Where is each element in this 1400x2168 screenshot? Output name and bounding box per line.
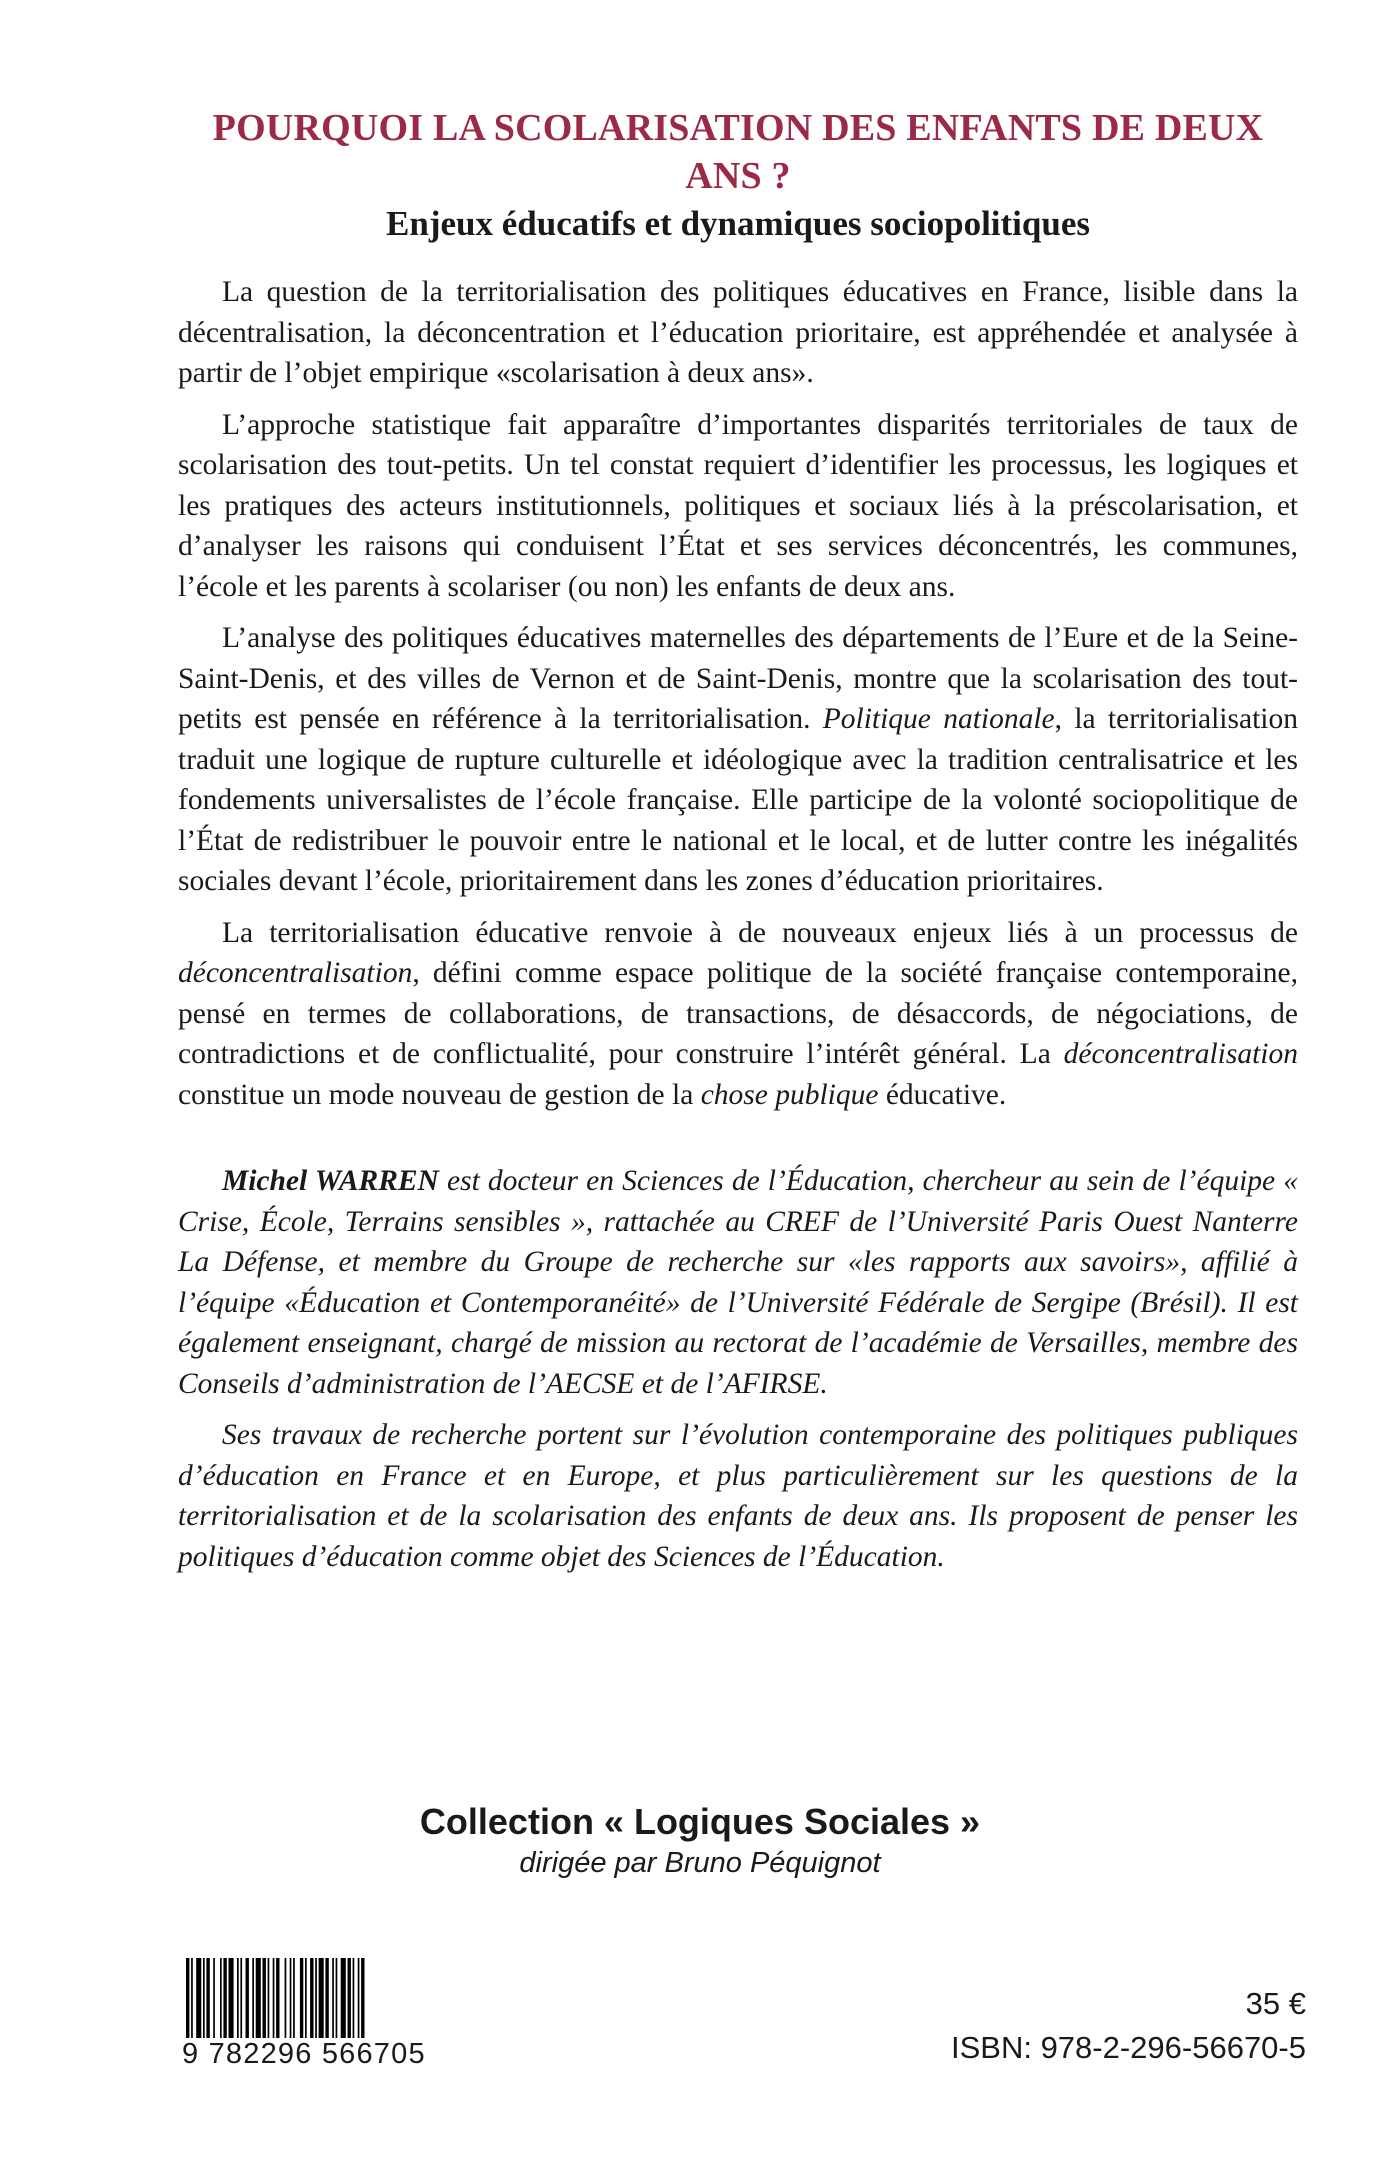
summary-paragraph-1: La question de la territorialisation des politiques éducatives en France, lisible dans la décentralisation, la déconcentration et l’éducation prioritaire, est appréhendée et analysée à partir de l’objet empirique «scolarisation à deux ans». xyxy=(178,276,1298,389)
summary-text xyxy=(178,272,1298,1115)
summary-emphasis: Politique nationale xyxy=(822,703,1055,735)
barcode-bar xyxy=(310,1958,313,2038)
collection-director: dirigée par Bruno Péquignot xyxy=(519,1847,881,1879)
barcode-bar xyxy=(240,1958,242,2038)
barcode-number: 9 782296 566705 xyxy=(182,2038,426,2070)
summary-emphasis: déconcentralisation xyxy=(1063,1038,1298,1070)
barcode-bar xyxy=(206,1958,209,2038)
summary-text-span: L’analyse des politiques éducatives maternelles des départements de l’Eure et de la Seine-Saint-Denis, et des villes de Vernon et de Saint-Denis, montre que la scolarisation des tout-petits est pensée en référence à la territorialisation. xyxy=(178,622,1298,735)
barcode-bar xyxy=(300,1958,303,2038)
barcode-bar xyxy=(273,1958,275,2038)
barcode-bar xyxy=(358,1958,360,2038)
collection-title: Collection « Logiques Sociales » xyxy=(419,1801,981,1842)
barcode-bar xyxy=(332,1958,334,2038)
book-title: POURQUOI LA SCOLARISATION DES ENFANTS DE DEUX ANS ? xyxy=(212,107,1264,197)
author-bio-text: est docteur en Sciences de l’Éducation, chercheur au sein de l’équipe « Crise, École, Terrains sensibles », rattachée au CREF de l’Université Paris Ouest Nanterre La Défense, et membre du Groupe de recherche sur «les rapports aux savoirs», affilié à l’équipe «Éducation et Contemporanéité» de l’Université Fédérale de Sergipe (Brésil). Il est également enseignant, chargé de mission au rectorat de l’académie de Versailles, membre des Conseils d’administration de l’AECSE et de l’AFIRSE. xyxy=(178,1165,1299,1400)
barcode-bar xyxy=(263,1958,266,2038)
barcode-bar xyxy=(361,1958,364,2038)
barcode-bar xyxy=(315,1958,317,2038)
back-cover xyxy=(178,104,1298,1588)
barcode-bar xyxy=(237,1958,239,2038)
author-paragraph-2: Ses travaux de recherche portent sur l’évolution contemporaine des politiques publiques d’éducation en France et en Europe, et plus particulièrement sur les questions de la territorialisation et de la scolarisation des enfants de deux ans. Ils proposent de penser les politiques d’éducation comme objet des Sciences de l’Éducation. xyxy=(178,1419,1298,1573)
book-subtitle: Enjeux éducatifs et dynamiques sociopolitiques xyxy=(386,204,1090,243)
barcode-bar xyxy=(305,1958,307,2038)
summary-text-span: La territorialisation éducative renvoie à de nouveaux enjeux liés à un processus de xyxy=(222,916,1298,949)
summary-text-span: , défini comme espace politique de la société française contemporaine, pensé en termes de collaborations, de transactions, de désaccords, de négociations, de contradictions et de conflictualité, pour construire l’intérêt général. La xyxy=(178,957,1298,1070)
isbn: ISBN: 978-2-296-56670-5 xyxy=(950,2030,1306,2065)
barcode-bar xyxy=(252,1958,254,2038)
barcode-bar xyxy=(285,1958,287,2038)
summary-paragraph-4 xyxy=(178,913,1298,1116)
summary-text-span: constitue un mode nouveau de gestion de la xyxy=(178,1078,701,1111)
barcode-bar xyxy=(341,1958,346,2038)
author-bio xyxy=(178,1161,1298,1577)
barcode-bar xyxy=(336,1958,338,2038)
barcode-bar xyxy=(348,1958,351,2038)
barcode-bar xyxy=(203,1958,205,2038)
barcode-bar xyxy=(293,1958,295,2038)
barcode-bar xyxy=(223,1958,226,2038)
summary-text-span: , la territorialisation traduit une logique de rupture culturelle et idéologique avec la tradition centralisatrice et les fondements universalistes de l’école française. Elle participe de la volonté sociopolitique de l’État de redistribuer le pouvoir entre le national et le local, et de lutter contre les inégalités sociales devant l’école, prioritairement dans les zones d’éducation prioritaires. xyxy=(178,703,1298,897)
summary-text-span: éducative. xyxy=(878,1078,1007,1111)
barcode-bar xyxy=(220,1958,222,2038)
collection-info xyxy=(0,1800,1400,1882)
summary-paragraph-3 xyxy=(178,618,1298,902)
barcode-bar xyxy=(229,1958,234,2038)
price: 35 € xyxy=(1245,1986,1306,2021)
barcode-bar xyxy=(353,1958,355,2038)
summary-emphasis: déconcentralisation xyxy=(178,957,413,989)
summary-emphasis: chose publique xyxy=(700,1078,879,1111)
barcode-bar xyxy=(191,1958,193,2038)
barcode-bar xyxy=(276,1958,279,2038)
barcode-bar xyxy=(268,1958,270,2038)
author-name: Michel WARREN xyxy=(222,1165,439,1197)
barcode-bar xyxy=(246,1958,249,2038)
barcode-bars xyxy=(182,1958,428,2038)
barcode-bar xyxy=(290,1958,292,2038)
barcode-bar xyxy=(213,1958,215,2038)
barcode-bar xyxy=(256,1958,261,2038)
barcode-bar xyxy=(186,1958,189,2038)
summary-paragraph-2: L’approche statistique fait apparaître d’importantes disparités territoriales de taux de scolarisation des tout-petits. Un tel constat requiert d’identifier les processus, les logiques et les pratiques des acteurs institutionnels, politiques et sociaux liés à la préscolarisation, et d’analyser les raisons qui conduisent l’État et ses services déconcentrés, les communes, l’école et les parents à scolariser (ou non) les enfants de deux ans. xyxy=(178,408,1298,603)
barcode-bar xyxy=(196,1958,201,2038)
barcode-bar xyxy=(319,1958,324,2038)
barcode-bar xyxy=(325,1958,328,2038)
author-paragraph-1 xyxy=(178,1161,1298,1404)
